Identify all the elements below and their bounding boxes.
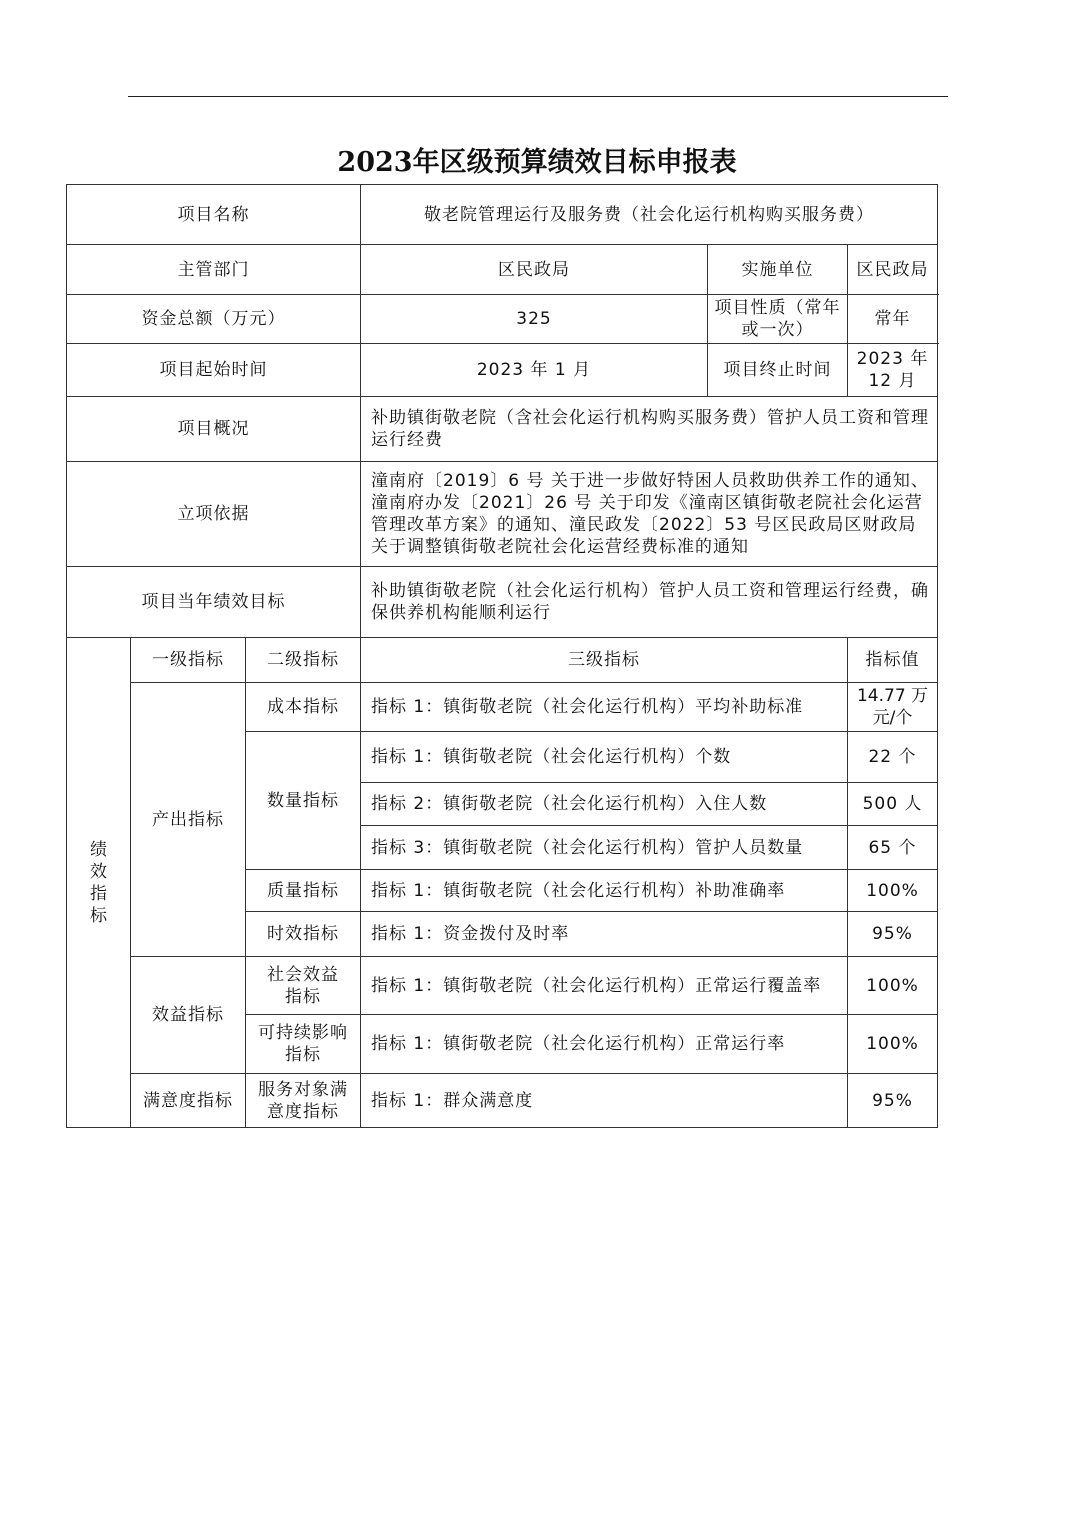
- row-basis: [67, 462, 938, 567]
- time-label: 时效指标: [246, 912, 361, 957]
- project-name-value: 敬老院管理运行及服务费（社会化运行机构购买服务费）: [361, 185, 938, 245]
- qty-indicator-3: 指标 3：镇街敬老院（社会化运行机构）管护人员数量: [361, 826, 848, 870]
- budget-performance-table: [66, 184, 938, 1128]
- quality-label: 质量指标: [246, 870, 361, 912]
- funds-value: 325: [361, 295, 708, 344]
- time-value: 95%: [848, 912, 938, 957]
- row-service: [67, 1074, 938, 1128]
- quality-value: 100%: [848, 870, 938, 912]
- cost-indicator: 指标 1：镇街敬老院（社会化运行机构）平均补助标准: [361, 683, 848, 732]
- row-funds: [67, 295, 938, 344]
- basis-label: 立项依据: [67, 462, 361, 567]
- qty-value-1: 22 个: [848, 732, 938, 783]
- goal-label: 项目当年绩效目标: [67, 567, 361, 638]
- row-goal: [67, 567, 938, 638]
- qty-label: 数量指标: [246, 732, 361, 870]
- social-value: 100%: [848, 957, 938, 1015]
- cost-label: 成本指标: [246, 683, 361, 732]
- impl-value: 区民政局: [848, 245, 938, 295]
- row-cost: [67, 683, 938, 732]
- row-overview: [67, 397, 938, 462]
- overview-value: 补助镇街敬老院（含社会化运行机构购买服务费）管护人员工资和管理运行经费: [361, 397, 938, 462]
- dept-label: 主管部门: [67, 245, 361, 295]
- satisfaction-label: 满意度指标: [131, 1074, 246, 1128]
- header-level3: 三级指标: [361, 638, 848, 683]
- impl-label: 实施单位: [708, 245, 848, 295]
- time-indicator: 指标 1：资金拨付及时率: [361, 912, 848, 957]
- row-department: [67, 245, 938, 295]
- sustain-indicator: 指标 1：镇街敬老院（社会化运行机构）正常运行率: [361, 1015, 848, 1074]
- social-indicator: 指标 1：镇街敬老院（社会化运行机构）正常运行覆盖率: [361, 957, 848, 1015]
- row-social: [67, 957, 938, 1015]
- qty-value-3: 65 个: [848, 826, 938, 870]
- row-project-name: [67, 185, 938, 245]
- funds-label: 资金总额（万元）: [67, 295, 361, 344]
- nature-value: 常年: [848, 295, 938, 344]
- header-value: 指标值: [848, 638, 938, 683]
- overview-label: 项目概况: [67, 397, 361, 462]
- row-dates: [67, 344, 938, 397]
- nature-label: 项目性质（常年或一次）: [708, 295, 848, 344]
- end-value: 2023 年 12 月: [848, 344, 938, 397]
- page-title: 2023年区级预算绩效目标申报表: [337, 147, 737, 178]
- sustain-label: 可持续影响指标: [246, 1015, 361, 1074]
- service-indicator: 指标 1：群众满意度: [361, 1074, 848, 1128]
- service-label: 服务对象满意度指标: [246, 1074, 361, 1128]
- row-perf-header: [67, 638, 938, 683]
- header-level1: 一级指标: [131, 638, 246, 683]
- qty-indicator-1: 指标 1：镇街敬老院（社会化运行机构）个数: [361, 732, 848, 783]
- service-value: 95%: [848, 1074, 938, 1128]
- qty-indicator-2: 指标 2：镇街敬老院（社会化运行机构）入住人数: [361, 783, 848, 826]
- start-value: 2023 年 1 月: [361, 344, 708, 397]
- cost-value: 14.77 万元/个: [848, 683, 938, 732]
- qty-value-2: 500 人: [848, 783, 938, 826]
- quality-indicator: 指标 1：镇街敬老院（社会化运行机构）补助准确率: [361, 870, 848, 912]
- basis-value: 潼南府〔2019〕6 号 关于进一步做好特困人员救助供养工作的通知、潼南府办发〔2021〕26 号 关于印发《潼南区镇街敬老院社会化运营管理改革方案》的通知、潼民政发〔2022〕53 号区民政局区财政局关于调整镇街敬老院社会化运营经费标准的通知: [361, 462, 938, 567]
- benefit-label: 效益指标: [131, 957, 246, 1074]
- header-level2: 二级指标: [246, 638, 361, 683]
- perf-section-label: 绩效指标: [67, 638, 131, 1128]
- header-rule: [128, 96, 948, 97]
- goal-value: 补助镇街敬老院（社会化运行机构）管护人员工资和管理运行经费，确保供养机构能顺利运行: [361, 567, 938, 638]
- sustain-value: 100%: [848, 1015, 938, 1074]
- project-name-label: 项目名称: [67, 185, 361, 245]
- dept-value: 区民政局: [361, 245, 708, 295]
- end-label: 项目终止时间: [708, 344, 848, 397]
- start-label: 项目起始时间: [67, 344, 361, 397]
- social-label: 社会效益指标: [246, 957, 361, 1015]
- output-label: 产出指标: [131, 683, 246, 957]
